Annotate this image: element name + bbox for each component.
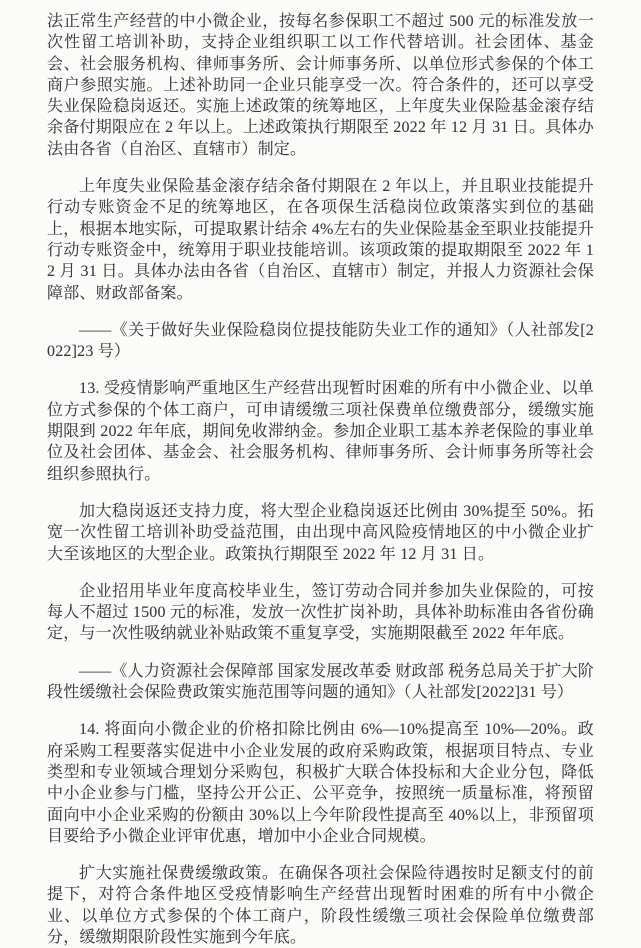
- paragraph-job-retention: 加大稳岗返还支持力度，将大型企业稳岗返还比例由 30%提至 50%。拓宽一次性留工培训补助受益范围，由出现中高风险疫情地区的中小微企业扩大至该地区的大型企业。政策执行期限至 2022 年 12 月 31 日。: [47, 502, 594, 563]
- paragraph-deferral: 扩大实施社保费缓缴政策。在确保各项社会保险待遇按时足额支付的前提下，对符合条件地区受疫情影响生产经营出现暂时困难的所有中小微企业、以单位方式参保的个体工商户，阶段性缓缴三项社会保险单位缴费部分，缓缴期限阶段性实施到今年底。: [47, 865, 594, 946]
- citation-notice-23: ——《关于做好失业保险稳岗位提技能防失业工作的通知》（人社部发[2022]23 号）: [47, 321, 594, 361]
- paragraph-graduate-hire: 企业招用毕业年度高校毕业生，签订劳动合同并参加失业保险的，可按每人不超过 1500 元的标准，发放一次性扩岗补助，具体补助标准由各省份确定，与一次性吸纳就业补贴政策不重复享受，实施期限截至 2022 年年底。: [47, 582, 594, 643]
- paragraph-fund-reserve: 上年度失业保险基金滚存结余备付期限在 2 年以上，并且职业技能提升行动专账资金不足的统筹地区，在各项保生活稳岗位政策落实到位的基础上，根据本地实际，可提取累计结余 4%左右的失业保险基金至职业技能提升行动专账资金中，统筹用于职业技能培训。该项政策的提取期限至 2022 年 12 月 31 日。具体办法由各省（自治区、直辖市）制定，并报人力资源社会保障部、财政部备案。: [47, 178, 594, 302]
- paragraph-item-13: 13. 受疫情影响严重地区生产经营出现暂时困难的所有中小微企业、以单位方式参保的个体工商户，可申请缓缴三项社保费单位缴费部分，缓缴实施期限到 2022 年年底，期间免收滞纳金。参加企业职工基本养老保险的事业单位及社会团体、基金会、社会服务机构、律师事务所、会计师事务所等社会组织参照执行。: [47, 380, 594, 483]
- citation-notice-31: ——《人力资源社会保障部 国家发展改革委 财政部 税务总局关于扩大阶段性缓缴社会保险费政策实施范围等问题的通知》（人社部发[2022]31 号）: [47, 662, 594, 702]
- paragraph-continuation: 法正常生产经营的中小微企业，按每名参保职工不超过 500 元的标准发放一次性留工培训补助，支持企业组织职工以工作代替培训。社会团体、基金会、社会服务机构、律师事务所、会计师事务所、以单位形式参保的个体工商户参照实施。上述补助同一企业只能享受一次。符合条件的，还可以享受失业保险稳岗返还。实施上述政策的统筹地区，上年度失业保险基金滚存结余备付期限应在 2 年以上。上述政策执行期限至 2022 年 12 月 31 日。具体办法由各省（自治区、直辖市）制定。: [47, 13, 594, 158]
- paragraph-item-14: 14. 将面向小微企业的价格扣除比例由 6%—10%提高至 10%—20%。政府采购工程要落实促进中小企业发展的政府采购政策，根据项目特点、专业类型和专业领域合理划分采购包，积极扩大联合体投标和大企业分包，降低中小企业参与门槛，坚持公开公正、公平竞争，按照统一质量标准，将预留面向中小企业采购的份额由 30%以上今年阶段性提高至 40%以上，非预留项目要给予小微企业评审优惠，增加中小企业合同规模。: [47, 721, 594, 845]
